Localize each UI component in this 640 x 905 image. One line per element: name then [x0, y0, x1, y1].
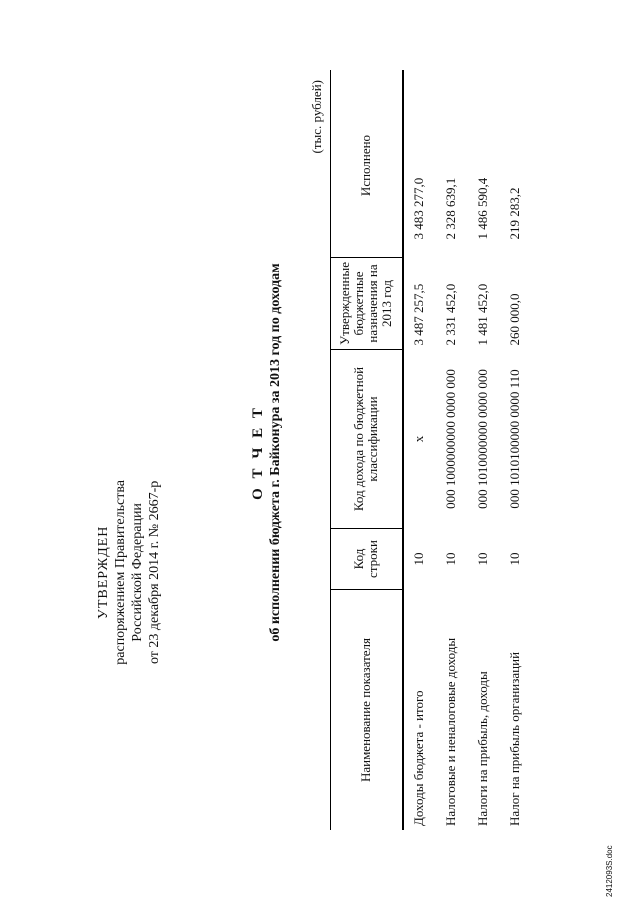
row-income-code: 000 1010000000 0000 000	[474, 369, 490, 509]
row-line-code: 10	[411, 552, 426, 566]
row-executed: 3 483 277,0	[411, 177, 426, 240]
row-executed: 219 283,2	[506, 187, 522, 240]
row-line-code: 10	[506, 552, 522, 566]
header-line-code: Код строки	[331, 529, 403, 590]
header-approved: Утвержденные бюджетные назначения на 2013 год	[331, 257, 403, 349]
row-name: Налог на прибыль организаций	[506, 651, 522, 826]
row-name: Налоговые и неналоговые доходы	[442, 637, 458, 826]
table-header-row	[331, 70, 403, 830]
row-approved: 260 000,0	[506, 293, 522, 346]
row-income-code: 000 1010100000 0000 110	[506, 369, 522, 509]
table-row	[467, 70, 499, 830]
approval-line-1: распоряжением Правительства	[113, 480, 128, 665]
row-approved: 2 331 452,0	[442, 283, 458, 346]
document-title: О Т Ч Е Т	[250, 405, 266, 500]
approval-title: УТВЕРЖДЕН	[96, 525, 111, 620]
table-row	[435, 70, 467, 830]
row-income-code: 000 1000000000 0000 000	[442, 369, 458, 509]
table-row	[499, 70, 531, 830]
row-name: Налоги на прибыль, доходы	[474, 671, 490, 826]
row-name: Доходы бюджета - итого	[411, 690, 426, 826]
row-approved: 1 481 452,0	[474, 283, 490, 346]
approval-line-3: от 23 декабря 2014 г. № 2667-р	[147, 480, 162, 665]
approval-stamp	[95, 480, 163, 665]
table-row	[403, 70, 435, 830]
header-name: Наименование показателя	[331, 590, 403, 831]
row-executed: 1 486 590,4	[474, 177, 490, 240]
row-line-code: 10	[442, 552, 458, 566]
row-executed: 2 328 639,1	[442, 177, 458, 240]
units-label: (тыс. рублей)	[309, 80, 324, 154]
row-approved: 3 487 257,5	[411, 283, 426, 346]
header-income-code: Код дохода по бюджетной классификации	[331, 350, 403, 529]
row-income-code: x	[411, 435, 426, 443]
document-file-id: 2412093S.doc	[605, 845, 614, 897]
report-table	[330, 70, 531, 830]
header-executed: Исполнено	[331, 70, 403, 257]
document-subtitle: об исполнении бюджета г. Байконура за 2013 год по доходам	[268, 263, 283, 642]
row-line-code: 10	[474, 552, 490, 566]
approval-line-2: Российской Федерации	[130, 503, 145, 642]
